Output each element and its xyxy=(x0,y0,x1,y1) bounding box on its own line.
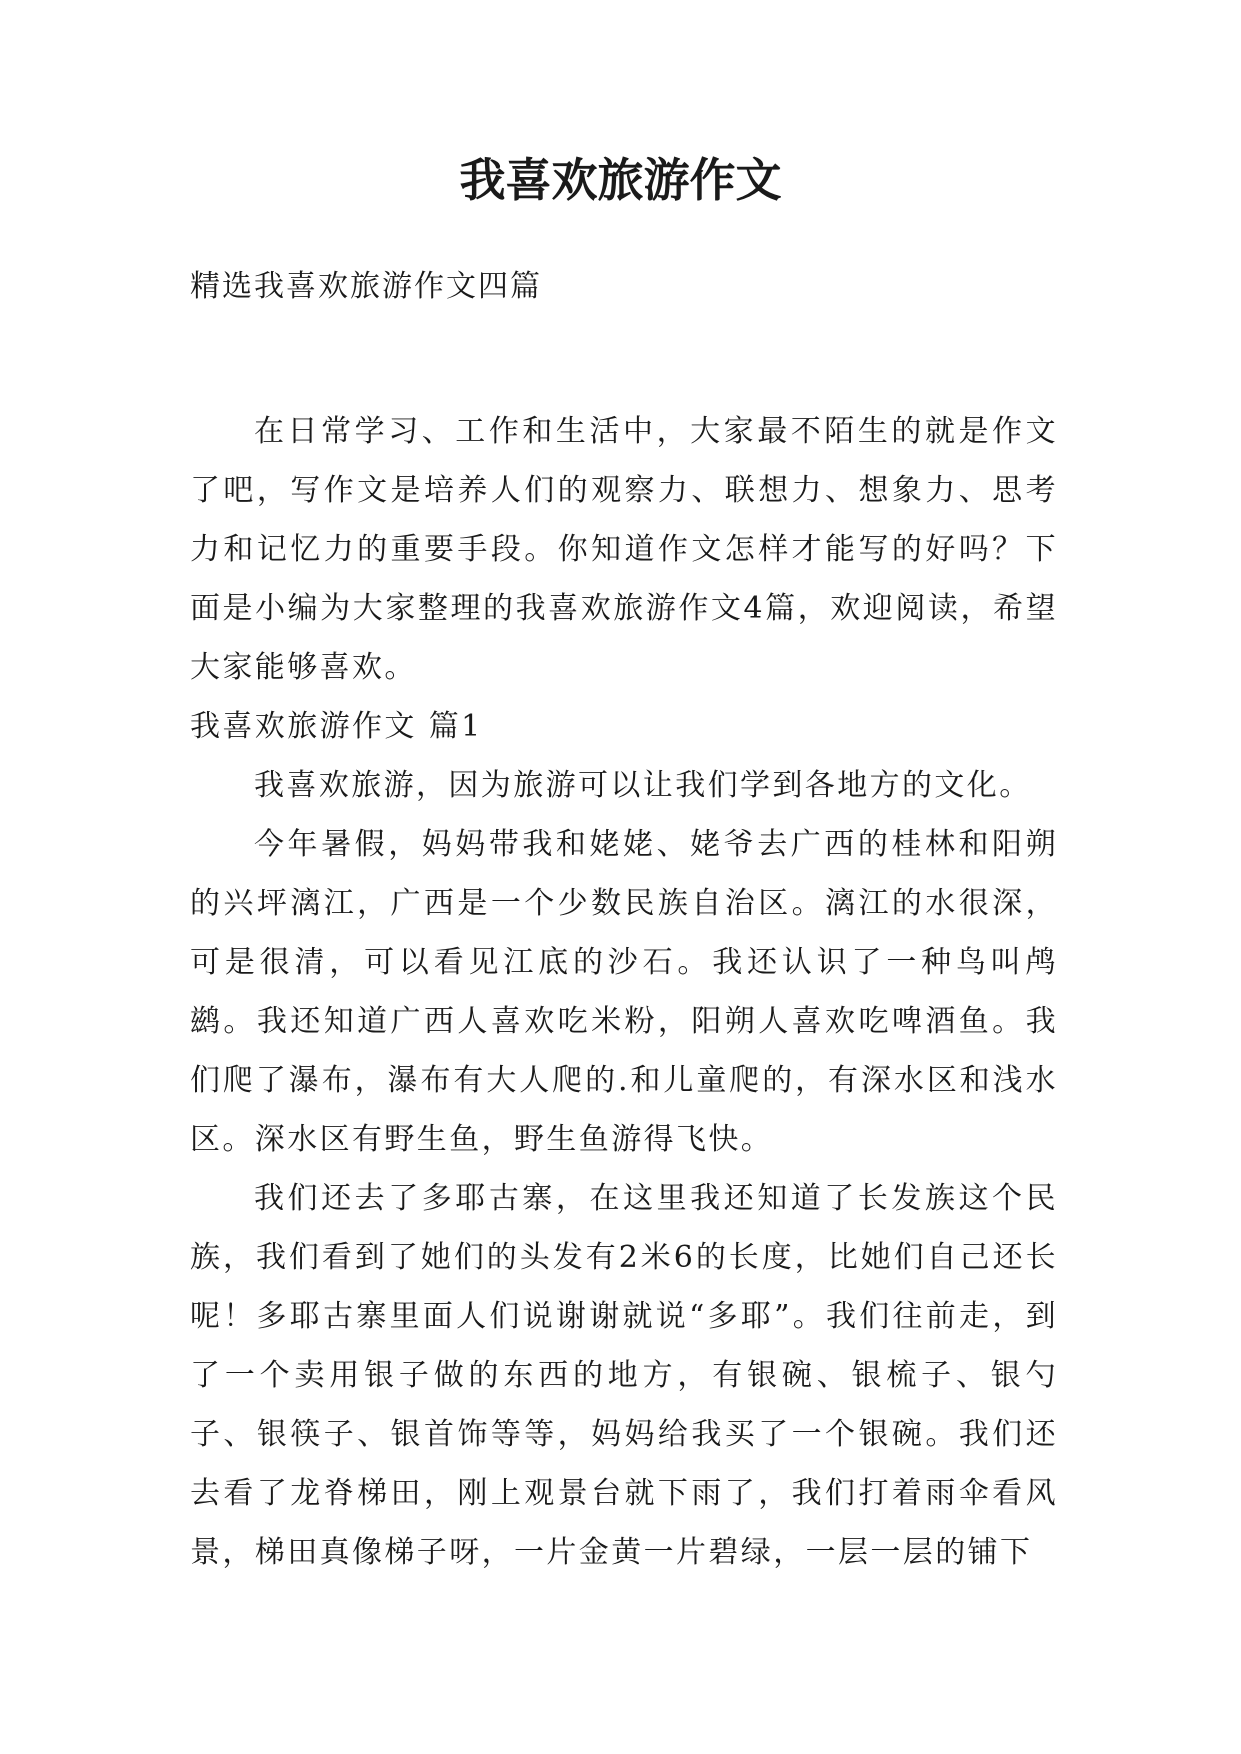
section-heading: 我喜欢旅游作文 篇1 xyxy=(190,709,483,744)
body-paragraph-2: 今年暑假，妈妈带我和姥姥、姥爷去广西的桂林和阳朔的兴坪漓江，广西是一个少数民族自治区。漓江的水很深，可是很清，可以看见江底的沙石。我还认识了一种鸟叫鸬鹚。我还知道广西人喜欢吃米粉，阳朔人喜欢吃啤酒鱼。我们爬了瀑布，瀑布有大人爬的.和儿童爬的，有深水区和浅水区。深水区有野生鱼，野生鱼游得飞快。 xyxy=(190,827,1058,1157)
document-body xyxy=(190,402,1058,1582)
intro-paragraph: 在日常学习、工作和生活中，大家最不陌生的就是作文了吧，写作文是培养人们的观察力、联想力、想象力、思考力和记忆力的重要手段。你知道作文怎样才能写的好吗？下面是小编为大家整理的我喜欢旅游作文4篇，欢迎阅读，希望大家能够喜欢。 xyxy=(190,414,1058,685)
body-paragraph-1: 我喜欢旅游，因为旅游可以让我们学到各地方的文化。 xyxy=(254,768,1032,803)
document-subtitle: 精选我喜欢旅游作文四篇 xyxy=(190,269,542,304)
body-paragraph-3: 我们还去了多耶古寨，在这里我还知道了长发族这个民族，我们看到了她们的头发有2米6的长度，比她们自己还长呢！多耶古寨里面人们说谢谢就说“多耶”。我们往前走，到了一个卖用银子做的东西的地方，有银碗、银梳子、银勺子、银筷子、银首饰等等，妈妈给我买了一个银碗。我们还去看了龙脊梯田，刚上观景台就下雨了，我们打着雨伞看风景，梯田真像梯子呀，一片金黄一片碧绿，一层一层的铺下 xyxy=(190,1181,1058,1570)
document-title: 我喜欢旅游作文 xyxy=(459,153,782,207)
